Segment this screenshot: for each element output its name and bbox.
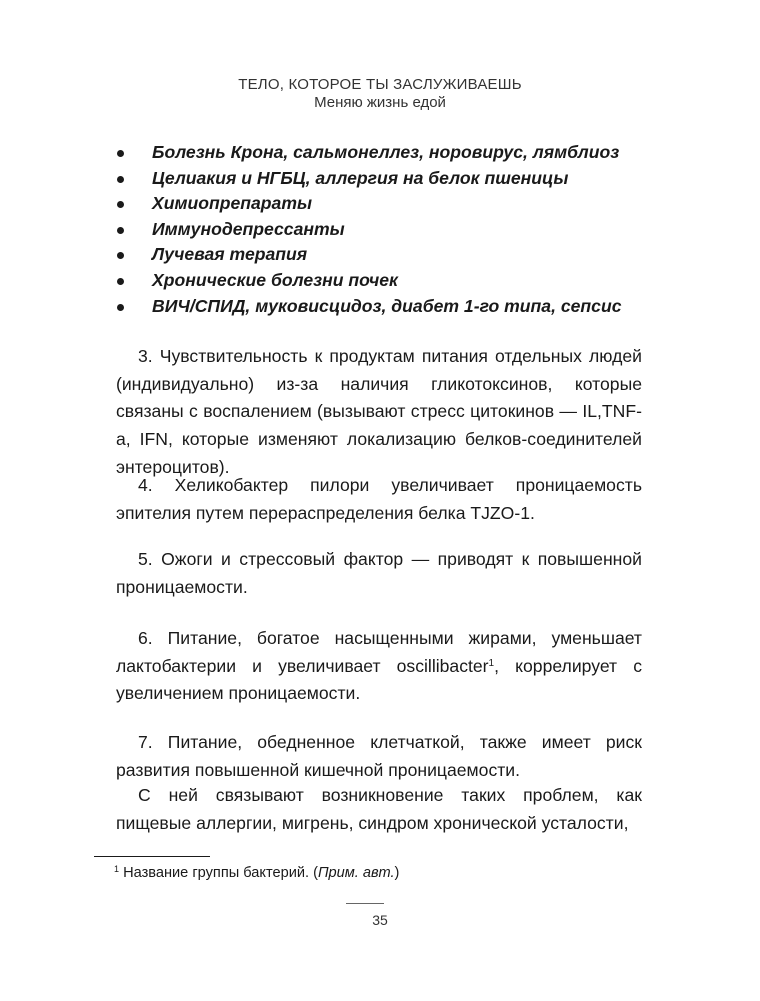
footnote-divider bbox=[94, 856, 210, 857]
list-item bbox=[114, 217, 674, 243]
list-item bbox=[114, 191, 674, 217]
list-item-text: Лучевая терапия bbox=[152, 244, 308, 265]
running-header bbox=[0, 76, 760, 112]
paragraph-7: 7. Питание, обедненное клетчаткой, также имеет риск развития повышенной кишечной проницаемости. bbox=[116, 732, 642, 780]
cause-list bbox=[114, 140, 674, 319]
list-item bbox=[114, 242, 674, 268]
paragraph-6-text-end: , коррелирует с увеличением проницаемости. bbox=[116, 655, 643, 704]
paragraph-4: 4. Хеликобактер пилори увеличивает проницаемость эпителия путем перераспределения белка TJZO-1. bbox=[116, 475, 642, 523]
bullet-icon bbox=[117, 227, 124, 234]
list-item bbox=[114, 268, 674, 294]
paragraph-3: 3. Чувствительность к продуктам питания отдельных людей (индивидуально) из-за наличия гликотоксинов, которые связаны с воспалением (вызывают стресс цитокинов — IL,TNF-a, IFN, которые изменяют локализацию белков-соединителей энтероцитов). bbox=[116, 346, 642, 477]
list-item-text: Целиакия и НГБЦ, аллергия на белок пшеницы bbox=[152, 167, 569, 188]
footnote-text: Название группы бактерий. ( bbox=[123, 865, 318, 881]
page-number-rule bbox=[346, 903, 384, 904]
book-title: ТЕЛО, КОТОРОЕ ТЫ ЗАСЛУЖИВАЕШЬ bbox=[238, 76, 522, 93]
paragraph-6 bbox=[116, 625, 642, 708]
list-item bbox=[114, 140, 674, 166]
bullet-icon bbox=[117, 150, 124, 157]
page-number: 35 bbox=[372, 912, 388, 928]
list-item-text: ВИЧ/СПИД, муковисцидоз, диабет 1-го типа, сепсис bbox=[152, 295, 622, 316]
paragraph-8: С ней связывают возникновение таких проблем, как пищевые аллергии, мигрень, синдром хронической усталости, bbox=[116, 785, 642, 833]
list-item-text: Болезнь Крона, сальмонеллез, норовирус, лямблиоз bbox=[152, 142, 620, 162]
book-subtitle: Меняю жизнь едой bbox=[314, 94, 446, 111]
list-item bbox=[114, 294, 674, 320]
bullet-icon bbox=[117, 176, 124, 183]
footnote-marker: 1 bbox=[114, 864, 120, 874]
bullet-icon bbox=[117, 278, 124, 285]
footnote-note: Прим. авт. bbox=[317, 865, 395, 881]
list-item-text: Химиопрепараты bbox=[152, 193, 313, 214]
paragraph-5: 5. Ожоги и стрессовый фактор — приводят к повышенной проницаемости. bbox=[116, 549, 642, 597]
footnote bbox=[114, 864, 634, 882]
footnote-close: ) bbox=[394, 865, 400, 881]
bullet-icon bbox=[117, 252, 124, 259]
bullet-icon bbox=[117, 201, 124, 208]
list-item-text: Хронические болезни почек bbox=[152, 269, 398, 290]
footnote-ref: 1 bbox=[488, 657, 495, 669]
list-item-text: Иммунодепрессанты bbox=[152, 218, 345, 239]
bullet-icon bbox=[117, 304, 124, 311]
list-item bbox=[114, 166, 674, 192]
paragraph-6-text: 6. Питание, богатое насыщенными жирами, уменьшает лактобактерии и увеличивает oscillibacter bbox=[116, 628, 642, 676]
